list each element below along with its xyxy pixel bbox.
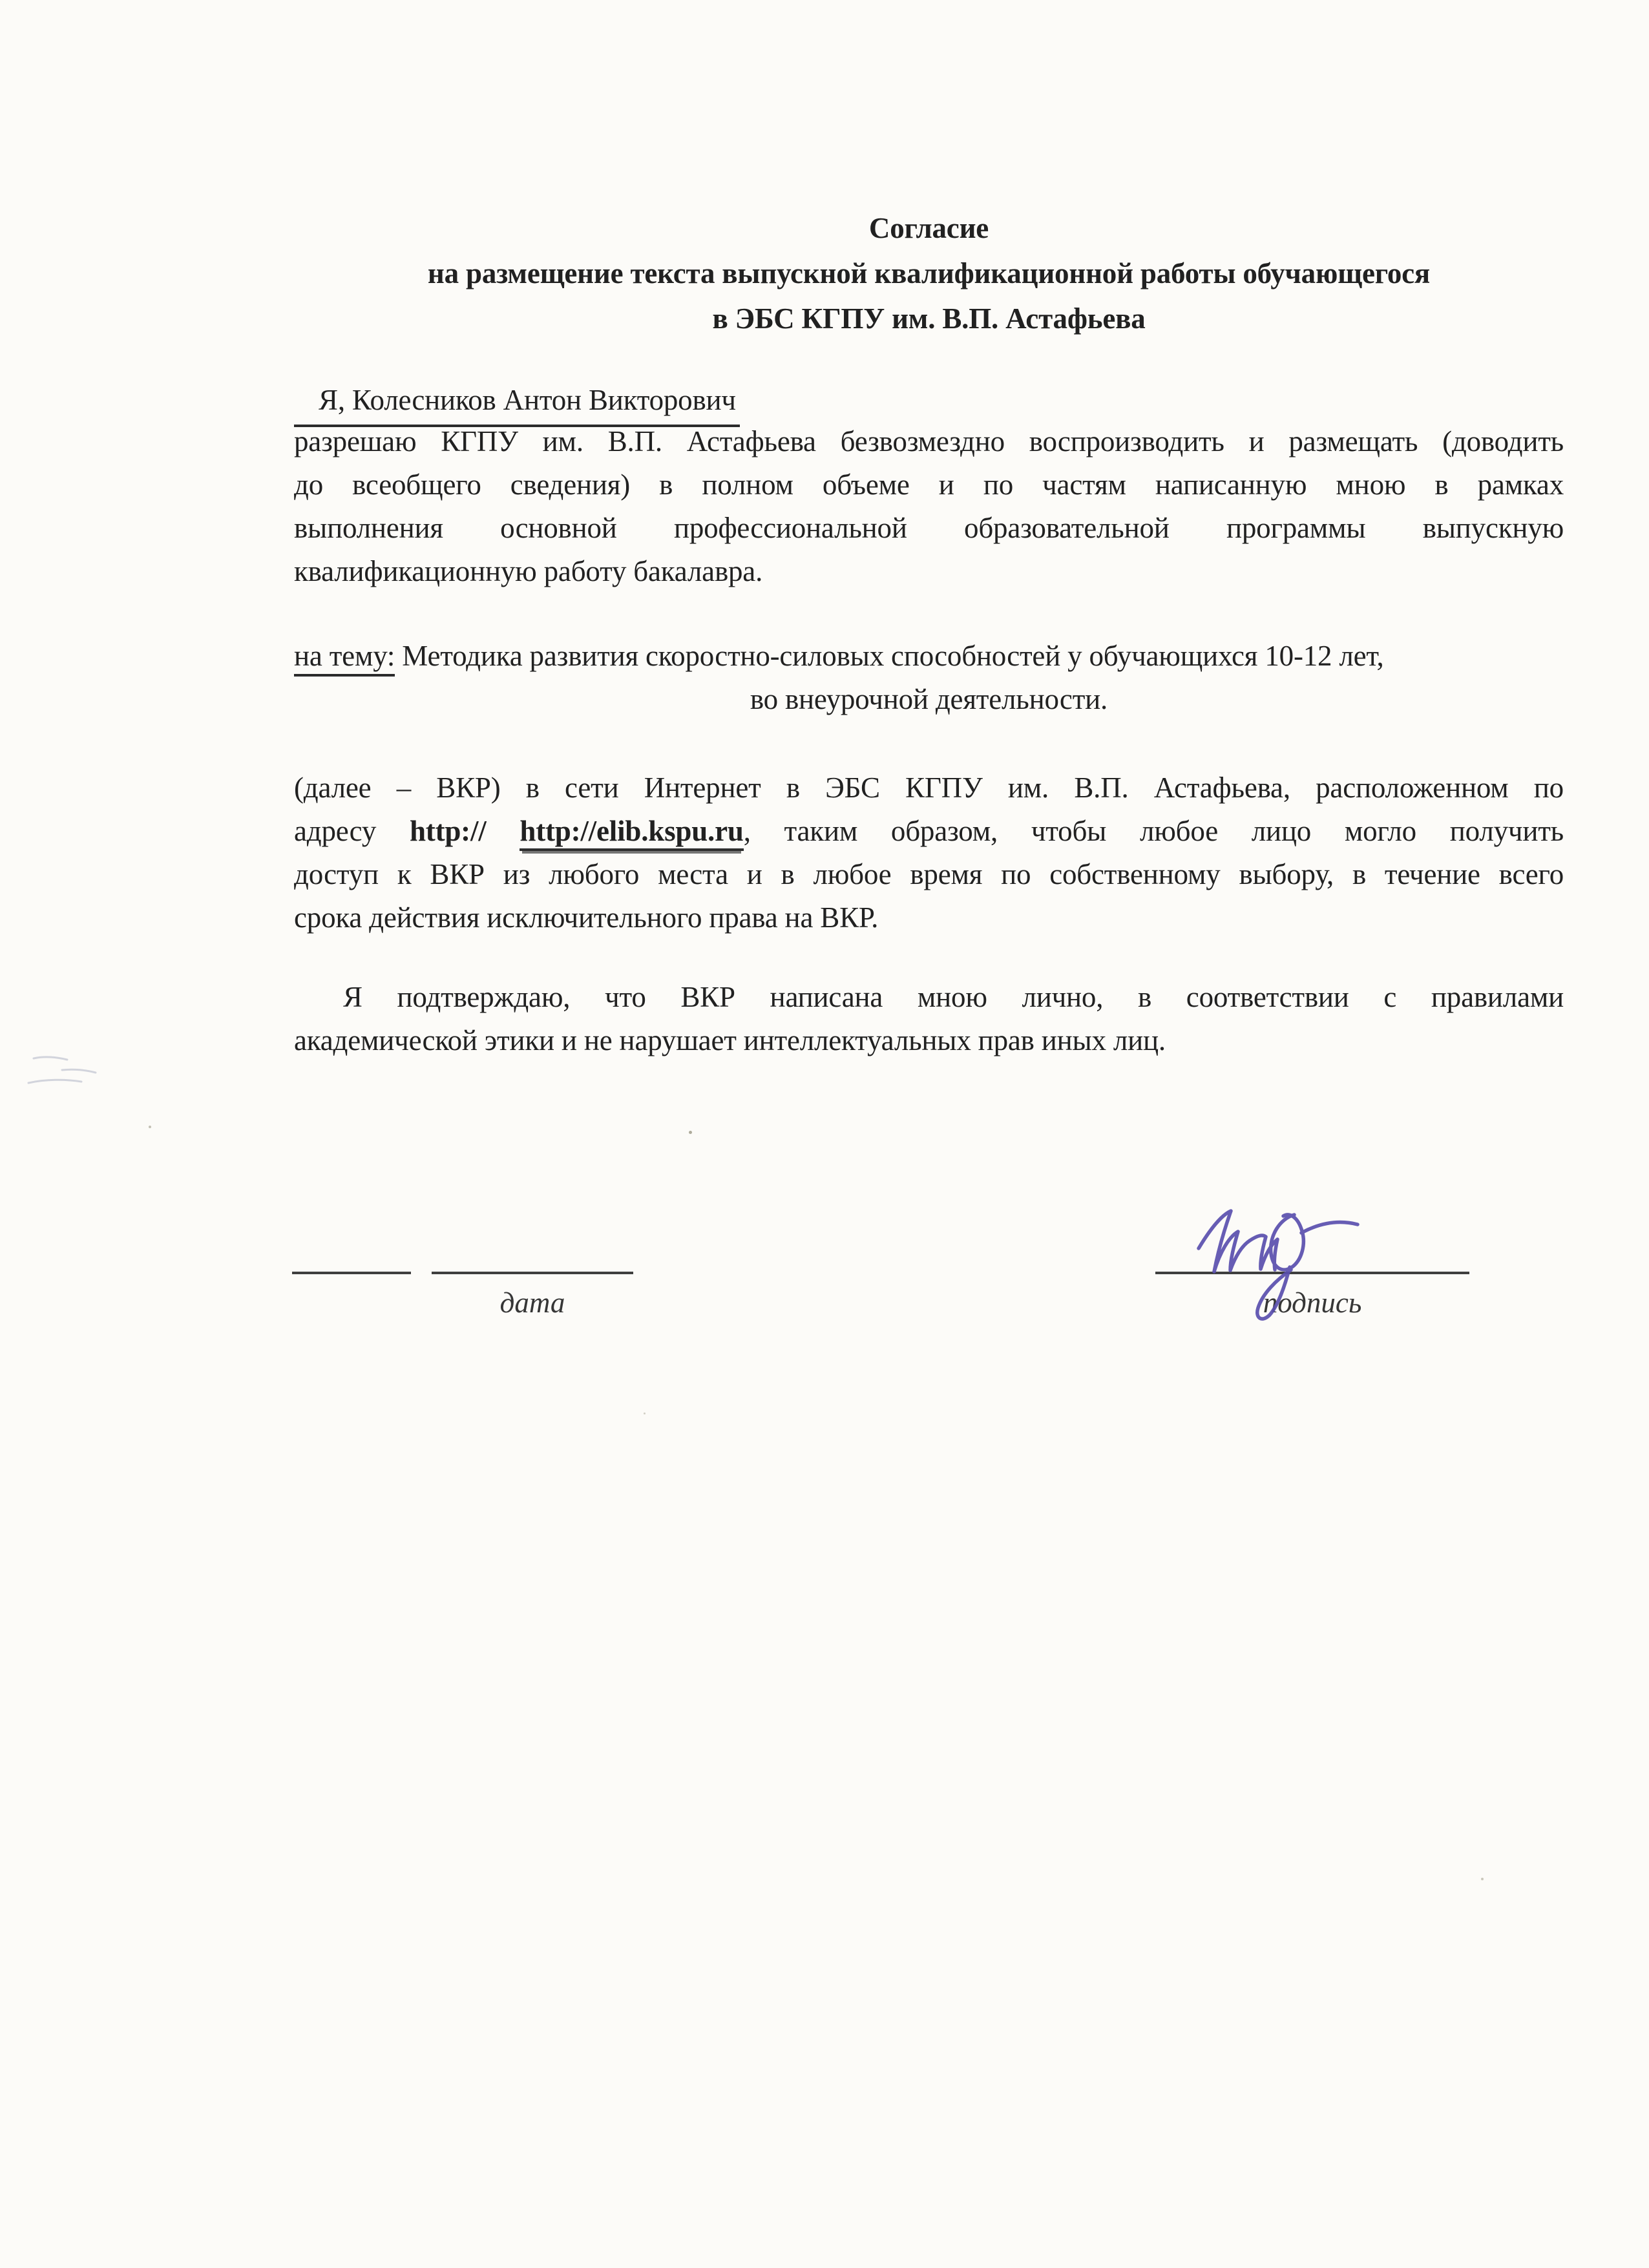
topic-label: на тему:: [294, 640, 395, 677]
title-line-1: Согласие: [868, 212, 989, 244]
placement-line-1: (далее – ВКР) в сети Интернет в ЭБС КГПУ им. В.П. Астафьева, расположенном по: [294, 772, 1564, 804]
scan-speck: [644, 1412, 646, 1414]
topic-line-1: [294, 635, 1564, 678]
scan-speck: [149, 1126, 151, 1128]
date-blank-line-short: [292, 1272, 411, 1274]
document-title: [294, 205, 1564, 341]
handwritten-signature: [1192, 1206, 1386, 1334]
topic-section: [294, 635, 1564, 721]
topic-title-text: Методика развития скоростно-силовых способностей у обучающихся 10-12 лет,: [402, 640, 1384, 672]
confirmation-line-2: академической этики и не нарушает интеллектуальных прав иных лиц.: [294, 1024, 1166, 1056]
confirmation-line-1: Я подтверждаю, что ВКР написана мною лично, в соответствии с правилами: [343, 981, 1564, 1013]
permission-line-4: квалификационную работу бакалавра.: [294, 555, 763, 587]
signature-label: подпись: [1263, 1286, 1362, 1319]
scan-speck: [1481, 1878, 1484, 1880]
title-line-3: в ЭБС КГПУ им. В.П. Астафьева: [712, 302, 1146, 335]
placement-line-3: доступ к ВКР из любого места и в любое время по собственному выбору, в течение всего: [294, 858, 1564, 890]
placement-address-word: адресу: [294, 815, 377, 847]
permission-paragraph: [294, 420, 1564, 593]
placement-line-2-rest: , таким образом, чтобы любое лицо могло получить: [743, 815, 1564, 847]
topic-line-2: во внеурочной деятельности.: [750, 683, 1108, 715]
title-line-2: на размещение текста выпускной квалификационной работы обучающегося: [427, 257, 1431, 289]
http-prefix: http://: [409, 815, 487, 847]
confirmation-paragraph: [294, 976, 1564, 1062]
permission-line-3: выполнения основной профессиональной образовательной программы выпускную: [294, 512, 1564, 544]
placement-line-2: [294, 810, 1564, 853]
placement-paragraph: [294, 766, 1564, 940]
permission-line-1: разрешаю КГПУ им. В.П. Астафьева безвозмездно воспроизводить и размещать (доводить: [294, 425, 1564, 457]
pencil-smudge: [19, 1048, 129, 1093]
declarant-name: Я, Колесников Антон Викторович: [294, 379, 740, 427]
elib-url: http://elib.kspu.ru: [520, 815, 743, 851]
placement-line-4: срока действия исключительного права на ВКР.: [294, 901, 879, 934]
date-blank-line-long: [432, 1272, 633, 1274]
scan-speck: [689, 1131, 692, 1134]
date-label: дата: [499, 1286, 565, 1319]
permission-line-2: до всеобщего сведения) в полном объеме и по частям написанную мною в рамках: [294, 468, 1564, 501]
